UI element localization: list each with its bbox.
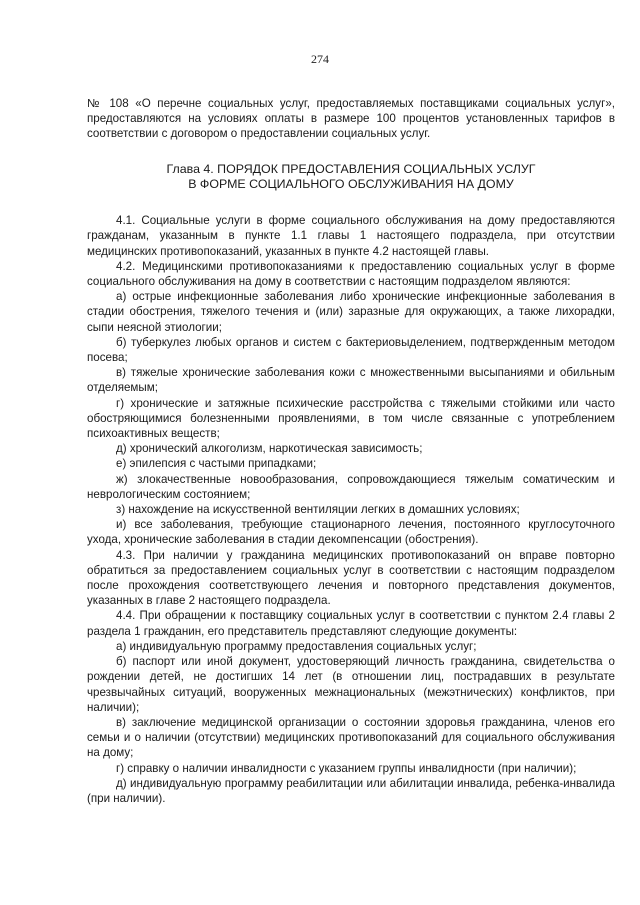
document-item-d: д) индивидуальную программу реабилитации или абилитации инвалида, ребенка-инвалида (при наличии). [87, 776, 615, 805]
list-item-d: д) хронический алкоголизм, наркотическая зависимость; [116, 442, 423, 456]
document-item-v: в) заключение медицинской организации о состоянии здоровья гражданина, членов его семьи и о наличии (отсутствии) медицинских противопоказаний для социального обслуживания на дому; [87, 715, 615, 760]
list-item-b: б) туберкулез любых органов и систем с бактериовыделением, подтвержденным методом посева; [87, 335, 615, 365]
chapter-heading-line-2: В ФОРМЕ СОЦИАЛЬНОГО ОБСЛУЖИВАНИЯ НА ДОМУ [188, 177, 514, 192]
list-item-a: а) острые инфекционные заболевания либо хронические инфекционные заболевания в стадии обострения, тяжелого течения и (или) заразные для окружающих, а также лихорадки, сыпи неясной этиологии; [87, 290, 615, 334]
list-item-zh: ж) злокачественные новообразования, сопровождающиеся тяжелым соматическим и неврологическим состоянием; [87, 472, 615, 501]
document-body [87, 96, 615, 806]
paragraph-4-4: 4.4. При обращении к поставщику социальных услуг в соответствии с пунктом 2.4 главы 2 раздела 1 гражданин, его представитель представляют следующие документы: [87, 609, 615, 638]
intro-paragraph: № 108 «О перечне социальных услуг, предоставляемых поставщиками социальных услуг», предоставляются на условиях оплаты в размере 100 процентов установленных тарифов в соответствии с договором о предоставлении социальных услуг. [87, 97, 615, 141]
list-item-g: г) хронические и затяжные психические расстройства с тяжелыми стойкими или часто обостряющимися болезненными проявлениями, в том числе связанные с употреблением психоактивных веществ; [87, 396, 615, 441]
list-item-e: е) эпилепсия с частыми припадками; [116, 457, 317, 471]
paragraph-4-1: 4.1. Социальные услуги в форме социального обслуживания на дому предоставляются гражданам, указанным в пункте 1.1 главы 1 настоящего подраздела, при отсутствии медицинских противопоказаний, указанных в пункте 4.2 настоящей главы. [87, 214, 615, 258]
document-item-g: г) справку о наличии инвалидности с указанием группы инвалидности (при наличии); [116, 761, 577, 775]
list-item-i: и) все заболевания, требующие стационарного лечения, постоянного круглосуточного ухода, хронические заболевания в стадии декомпенсации (обострения). [87, 518, 615, 547]
document-item-a: а) индивидуальную программу предоставления социальных услуг; [116, 639, 477, 653]
chapter-heading-line-1: Глава 4. ПОРЯДОК ПРЕДОСТАВЛЕНИЯ СОЦИАЛЬНЫХ УСЛУГ [166, 161, 536, 176]
paragraph-4-3: 4.3. При наличии у гражданина медицинских противопоказаний он вправе повторно обратиться за предоставлением социальных услуг в соответствии с настоящим подразделом после прохождения соответствующего лечения и повторного представления документов, указанных в главе 2 настоящего подраздела. [87, 548, 615, 608]
page-number: 274 [311, 52, 329, 66]
list-item-v: в) тяжелые хронические заболевания кожи с множественными высыпаниями и обильным отделяемым; [87, 366, 615, 395]
paragraph-4-2: 4.2. Медицинскими противопоказаниями к предоставлению социальных услуг в форме социального обслуживания на дому в соответствии с настоящим подразделом являются: [87, 259, 615, 289]
document-item-b: б) паспорт или иной документ, удостоверяющий личность гражданина, свидетельства о рождении детей, не достигших 14 лет (в отношении лиц, пострадавших в результате чрезвычайных ситуаций, вооруженных межнациональных (межэтнических) конфликтов, при наличии); [87, 655, 615, 714]
chapter-heading [87, 162, 615, 194]
list-item-z: з) нахождение на искусственной вентиляции легких в домашних условиях; [116, 503, 520, 517]
